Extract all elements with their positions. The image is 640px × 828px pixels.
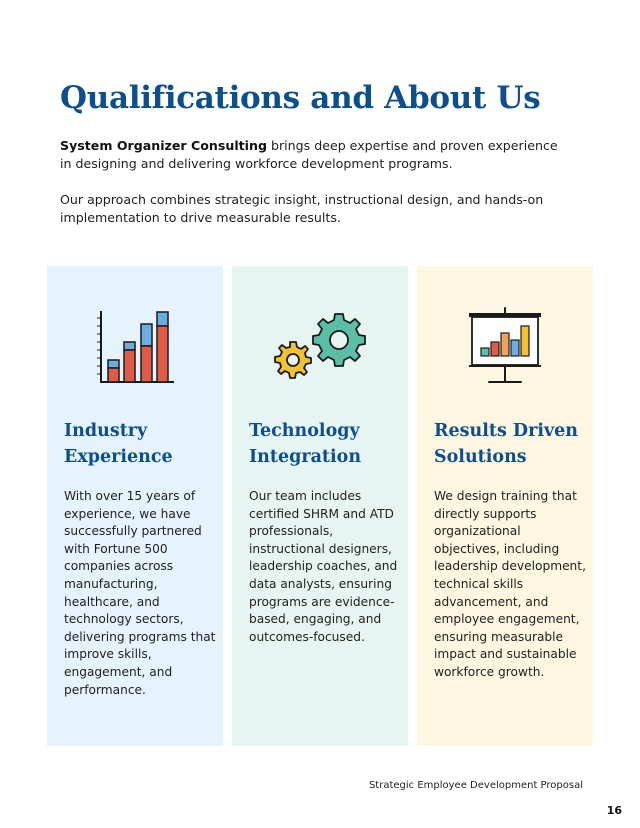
intro-text [60, 137, 560, 227]
gears-icon [232, 302, 408, 392]
bar-chart-icon [47, 302, 223, 392]
card-heading: Technology Integration [249, 421, 362, 467]
card-body: Our team includes certified SHRM and ATD professionals, instructional designers, leadership coaches, and data analysts, ensuring programs are evidence-based, engaging, and outcomes-focused. [249, 489, 398, 644]
card-heading: Results Driven Solutions [434, 421, 578, 467]
intro-paragraph-1-rest: brings deep expertise and proven experience in designing and delivering workforce development programs. [60, 138, 558, 171]
presentation-board-icon [417, 302, 593, 392]
footer-document-title: Strategic Employee Development Proposal [368, 780, 583, 791]
card-industry-experience [47, 266, 223, 746]
intro-paragraph-1 [60, 137, 560, 173]
card-heading: Industry Experience [64, 421, 173, 467]
card-body: We design training that directly supports organizational objectives, including leadership development, technical skills advancement, and employee engagement, ensuring measurable impact and sustainable workforce growth. [434, 489, 586, 679]
intro-paragraph-2: Our approach combines strategic insight, instructional design, and hands-on implementation to drive measurable results. [60, 192, 544, 225]
card-body: With over 15 years of experience, we have successfully partnered with Fortune 500 companies across manufacturing, healthcare, and technology sectors, delivering programs that improve skills, engagement, and performance. [64, 489, 216, 697]
card-technology-integration [232, 266, 408, 746]
page-title: Qualifications and About Us [60, 80, 541, 116]
page-number: 16 [606, 804, 622, 817]
company-name: System Organizer Consulting [60, 138, 267, 153]
card-results-driven-solutions [417, 266, 593, 746]
